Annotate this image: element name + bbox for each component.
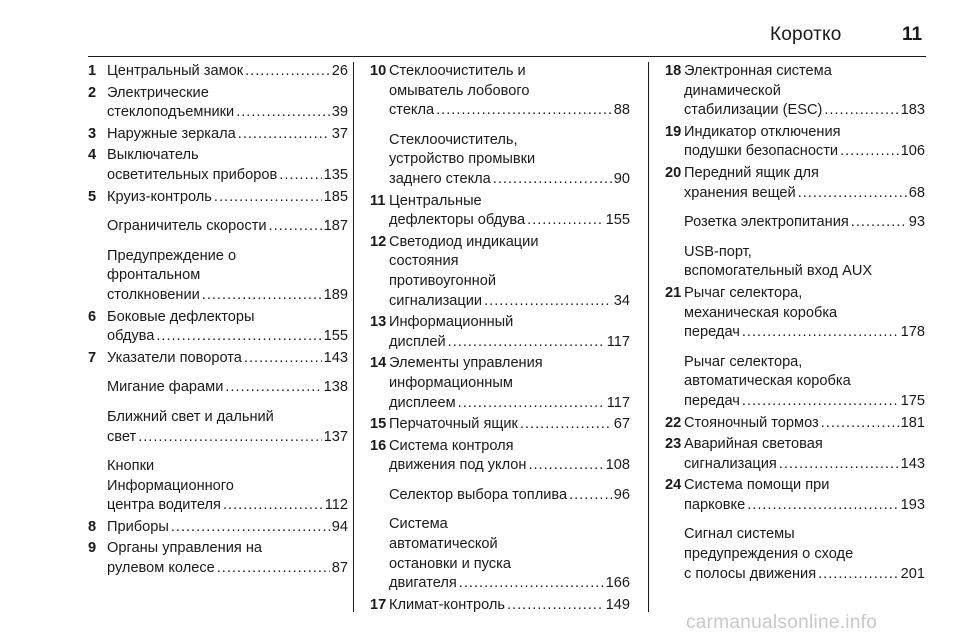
entry-leader-row [107, 166, 348, 186]
entry-text: движения под уклон [389, 457, 527, 474]
entry-text: Информационный [389, 314, 514, 331]
dot-leader [840, 142, 899, 162]
page-reference: 175 [900, 392, 925, 409]
entry-text: заднего стекла [389, 170, 491, 187]
entry-number: 16 [370, 437, 387, 454]
dot-leader [202, 286, 322, 306]
entry-number: 10 [370, 63, 387, 79]
page-reference: 155 [323, 328, 348, 345]
page-reference: 67 [613, 416, 630, 433]
toc-entry [88, 62, 348, 82]
page-reference: 166 [605, 575, 630, 592]
page-reference: 93 [908, 214, 925, 231]
page-reference: 96 [613, 486, 630, 503]
entry-leader-row [107, 349, 348, 369]
dot-leader [569, 486, 612, 506]
entry-leader-row [107, 125, 348, 145]
entry-text: двигателя [389, 575, 457, 592]
entry-leader-row [684, 565, 925, 585]
toc-entry [665, 164, 925, 203]
entry-text: центра водителя [107, 497, 221, 514]
dot-leader [214, 188, 322, 208]
entry-text: механическая коробка [684, 304, 838, 321]
toc-entry [370, 354, 630, 413]
entry-text: Система контроля [389, 437, 514, 454]
page-reference: 26 [331, 63, 348, 79]
entry-number: 7 [88, 349, 97, 366]
dot-leader [269, 217, 322, 237]
entry-number: 15 [370, 416, 387, 433]
page-reference: 88 [613, 102, 630, 119]
entry-text: омыватель лобового [389, 82, 530, 99]
entry-leader-row [684, 392, 925, 412]
entry-text: Центральный замок [107, 63, 244, 79]
page-number: 11 [902, 24, 923, 45]
page-reference: 39 [331, 104, 348, 121]
entry-text: Электронная система [684, 63, 832, 79]
dot-leader [742, 323, 899, 343]
page-reference: 155 [605, 212, 630, 229]
entry-leader-row [107, 559, 348, 579]
page-reference: 178 [900, 324, 925, 341]
page-reference: 37 [331, 125, 348, 142]
entry-leader-row [107, 518, 348, 538]
page-reference: 94 [331, 518, 348, 535]
toc-entry [88, 84, 348, 123]
entry-text: Перчаточный ящик [389, 416, 518, 433]
entry-text: информационным [389, 374, 513, 391]
toc-entry [665, 353, 925, 412]
entry-text: Сигнал системы [684, 526, 795, 543]
dot-leader [528, 456, 603, 476]
entry-leader-row [684, 101, 925, 121]
entry-leader-row [684, 142, 925, 162]
page-reference: 34 [613, 292, 630, 309]
toc-entry [88, 518, 348, 538]
entry-text: динамической [684, 82, 781, 99]
dot-leader [223, 496, 323, 516]
toc-column-3 [665, 62, 925, 586]
toc-entry [370, 233, 630, 311]
entry-leader-row [107, 286, 348, 306]
dot-leader [798, 184, 907, 204]
dot-leader [279, 166, 321, 186]
entry-text: Элементы управления [389, 355, 543, 372]
entry-text: Индикатор отключения [684, 123, 841, 140]
page-reference: 189 [323, 286, 348, 303]
toc-entry [665, 213, 925, 233]
entry-number: 12 [370, 233, 387, 250]
header-rule [88, 56, 926, 57]
dot-leader [458, 394, 605, 414]
entry-text: передач [684, 392, 740, 409]
entry-text: Кнопки [107, 458, 155, 475]
dot-leader [742, 392, 899, 412]
entry-leader-row [684, 213, 925, 233]
dot-leader [436, 101, 612, 121]
dot-leader [448, 333, 605, 353]
entry-text: Стеклоочиститель, [389, 131, 518, 148]
entry-number: 14 [370, 355, 387, 372]
entry-leader-row [107, 496, 348, 516]
entry-text: Мигание фарами [107, 379, 224, 396]
entry-number: 18 [665, 63, 682, 79]
entry-text: предупреждения о сходе [684, 546, 854, 563]
toc-entry [88, 217, 348, 237]
entry-number: 19 [665, 123, 682, 140]
entry-text: Круиз-контроль [107, 188, 212, 205]
toc-entry [370, 437, 630, 476]
entry-leader-row [107, 327, 348, 347]
entry-number: 22 [665, 414, 682, 431]
entry-number: 6 [88, 308, 97, 325]
entry-text: хранения вещей [684, 184, 796, 201]
entry-leader-row [389, 211, 630, 231]
watermark: carmanualsonline.info [686, 612, 878, 633]
entry-leader-row [107, 188, 348, 208]
column-divider [648, 62, 649, 612]
entry-text: Выключатель [107, 147, 199, 164]
entry-text: Стеклоочиститель и [389, 63, 526, 79]
toc-entry [370, 415, 630, 435]
page-reference: 143 [900, 455, 925, 472]
entry-leader-row [389, 101, 630, 121]
dot-leader [171, 518, 330, 538]
entry-text: столкновении [107, 286, 200, 303]
entry-text: USB-порт, [684, 243, 752, 260]
dot-leader [217, 559, 330, 579]
page-reference: 106 [900, 143, 925, 160]
entry-text: дисплеем [389, 394, 456, 411]
entry-text: Розетка электропитания [684, 214, 849, 231]
toc-entry [665, 525, 925, 584]
entry-number: 13 [370, 314, 387, 331]
toc-entry [370, 192, 630, 231]
entry-leader-row [107, 378, 348, 398]
entry-number: 8 [88, 518, 97, 535]
entry-text: Система помощи при [684, 477, 830, 494]
entry-text: стеклоподъемники [107, 104, 235, 121]
toc-entry [88, 247, 348, 306]
entry-leader-row [389, 333, 630, 353]
entry-text: Приборы [107, 518, 169, 535]
dot-leader [138, 428, 321, 448]
page-reference: 193 [900, 496, 925, 513]
entry-text: Органы управления на [107, 540, 263, 557]
page-reference: 68 [908, 184, 925, 201]
toc-entry [88, 539, 348, 578]
entry-leader-row [107, 103, 348, 123]
dot-leader [824, 101, 898, 121]
entry-text: стекла [389, 102, 435, 119]
page-reference: 90 [613, 170, 630, 187]
toc-entry [665, 62, 925, 121]
entry-text: свет [107, 428, 137, 445]
page-reference: 185 [323, 188, 348, 205]
entry-leader-row [389, 574, 630, 594]
toc-entry [665, 476, 925, 515]
entry-text: Система [389, 516, 448, 533]
page-reference: 87 [331, 560, 348, 577]
dot-leader [527, 211, 604, 231]
entry-text: Центральные [389, 192, 482, 209]
entry-text: Светодиод индикации [389, 233, 539, 250]
dot-leader [493, 170, 612, 190]
dot-leader [507, 596, 604, 616]
entry-leader-row [684, 455, 925, 475]
toc-entry [370, 486, 630, 506]
entry-leader-row [684, 184, 925, 204]
entry-leader-row [389, 394, 630, 414]
page-reference: 138 [323, 379, 348, 396]
entry-text: вспомогательный вход AUX [684, 263, 873, 280]
entry-text: Рычаг селектора, [684, 353, 803, 370]
entry-text: сигнализация [684, 455, 777, 472]
entry-leader-row [107, 62, 348, 82]
dot-leader [818, 565, 899, 585]
dot-leader [244, 349, 322, 369]
page-reference: 117 [606, 394, 630, 411]
toc-column-1 [88, 62, 348, 581]
dot-leader [236, 103, 330, 123]
entry-text: Климат-контроль [389, 596, 505, 613]
entry-number: 5 [88, 188, 97, 205]
entry-leader-row [389, 292, 630, 312]
entry-text: противоугонной [389, 272, 496, 289]
dot-leader [520, 415, 612, 435]
toc-entry [370, 596, 630, 616]
dot-leader [747, 496, 898, 516]
page-reference: 149 [605, 596, 630, 613]
entry-leader-row [107, 428, 348, 448]
entry-text: Ограничитель скорости [107, 218, 267, 235]
entry-leader-row [389, 596, 630, 616]
entry-text: осветительных приборов [107, 166, 278, 183]
dot-leader [245, 62, 330, 82]
entry-text: остановки и пуска [389, 555, 511, 572]
toc-entry [370, 62, 630, 121]
entry-number: 23 [665, 436, 682, 453]
entry-text: рулевом колесе [107, 560, 215, 577]
dot-leader [484, 292, 612, 312]
entry-text: автоматическая коробка [684, 373, 851, 390]
entry-leader-row [684, 496, 925, 516]
toc-entry [370, 515, 630, 593]
entry-leader-row [684, 414, 925, 434]
page-title: Коротко [770, 24, 842, 45]
page-reference: 187 [323, 218, 348, 235]
page-reference: 181 [900, 414, 925, 431]
entry-number: 20 [665, 164, 682, 181]
entry-leader-row [389, 486, 630, 506]
page-reference: 143 [323, 349, 348, 366]
entry-text: Стояночный тормоз [684, 414, 819, 431]
entry-text: подушки безопасности [684, 143, 839, 160]
page-reference: 117 [606, 333, 630, 350]
entry-leader-row [684, 323, 925, 343]
dot-leader [156, 327, 321, 347]
toc-entry [665, 243, 925, 282]
entry-text: парковке [684, 496, 746, 513]
entry-number: 17 [370, 596, 387, 613]
entry-number: 11 [370, 192, 386, 209]
entry-text: Передний ящик для [684, 164, 819, 181]
entry-text: Предупреждение о [107, 247, 237, 264]
entry-text: Электрические [107, 84, 209, 101]
toc-entry [88, 125, 348, 145]
page-reference: 137 [323, 428, 348, 445]
toc-entry [88, 408, 348, 447]
dot-leader [821, 414, 899, 434]
dot-leader [238, 125, 330, 145]
entry-text: Информационного [107, 477, 234, 494]
page-reference: 201 [900, 565, 925, 582]
entry-leader-row [389, 415, 630, 435]
entry-text: фронтальном [107, 267, 201, 284]
entry-text: Селектор выбора топлива [389, 486, 568, 503]
entry-text: с полосы движения [684, 565, 817, 582]
entry-leader-row [389, 456, 630, 476]
toc-entry [88, 349, 348, 369]
entry-number: 3 [88, 125, 97, 142]
entry-text: обдува [107, 328, 155, 345]
entry-text: стабилизации (ESC) [684, 102, 823, 119]
dot-leader [851, 213, 907, 233]
toc-entry [88, 457, 348, 516]
entry-text: Наружные зеркала [107, 125, 236, 142]
entry-text: автоматической [389, 536, 498, 553]
entry-leader-row [107, 217, 348, 237]
page-reference: 135 [323, 166, 348, 183]
entry-number: 4 [88, 147, 97, 164]
entry-number: 9 [88, 540, 97, 557]
page-reference: 112 [324, 497, 348, 514]
entry-text: Указатели поворота [107, 349, 242, 366]
dot-leader [459, 574, 604, 594]
toc-entry [665, 435, 925, 474]
toc-entry [88, 378, 348, 398]
toc-column-2 [370, 62, 630, 617]
dot-leader [225, 378, 321, 398]
dot-leader [779, 455, 899, 475]
entry-text: состояния [389, 253, 459, 270]
page-reference: 108 [605, 457, 630, 474]
entry-text: Ближний свет и дальний [107, 408, 274, 425]
entry-text: передач [684, 324, 740, 341]
entry-number: 24 [665, 477, 682, 494]
entry-text: Рычаг селектора, [684, 284, 803, 301]
toc-entry [370, 313, 630, 352]
toc-entry [88, 188, 348, 208]
entry-text: Аварийная световая [684, 436, 823, 453]
entry-number: 1 [88, 63, 97, 79]
entry-number: 21 [665, 284, 682, 301]
entry-number: 2 [88, 84, 97, 101]
toc-entry [665, 414, 925, 434]
toc-entry [88, 308, 348, 347]
entry-text: устройство промывки [389, 151, 536, 168]
toc-entry [665, 123, 925, 162]
column-divider [353, 62, 354, 612]
toc-entry [88, 146, 348, 185]
entry-text: дефлекторы обдува [389, 212, 526, 229]
toc-entry [370, 131, 630, 190]
entry-leader-row [389, 170, 630, 190]
entry-text: Боковые дефлекторы [107, 308, 255, 325]
toc-entry [665, 284, 925, 343]
entry-text: сигнализации [389, 292, 483, 309]
entry-text: дисплей [389, 333, 446, 350]
page-reference: 183 [900, 102, 925, 119]
